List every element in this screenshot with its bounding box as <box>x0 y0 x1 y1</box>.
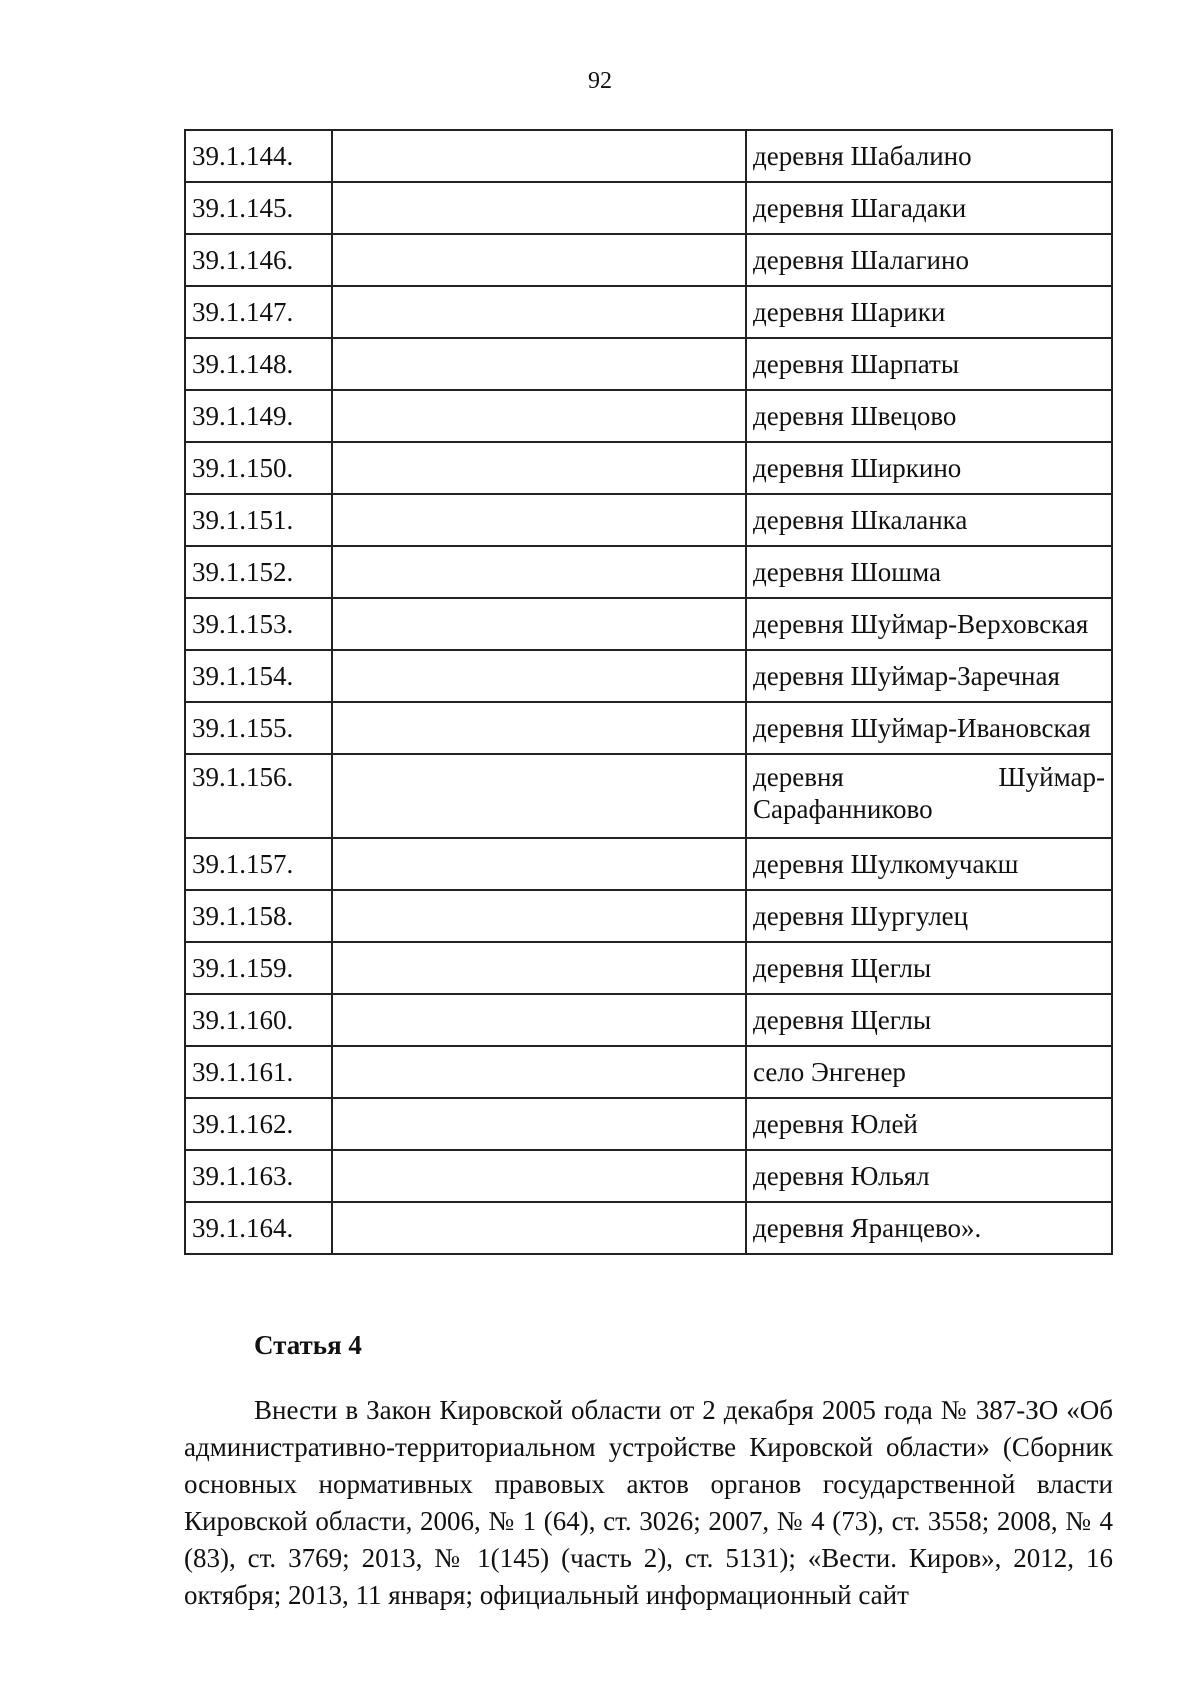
row-code: 39.1.150. <box>185 442 332 494</box>
row-settlement-name: деревня Шарпаты <box>746 338 1112 390</box>
table-row <box>185 754 1112 838</box>
row-settlement-name: деревня Юлей <box>746 1098 1112 1150</box>
table-row <box>185 494 1112 546</box>
table-row <box>185 234 1112 286</box>
row-code: 39.1.161. <box>185 1046 332 1098</box>
table-row <box>185 390 1112 442</box>
row-empty-cell <box>332 1202 746 1254</box>
row-settlement-name: деревня Шуймар-Сарафанниково <box>746 754 1112 838</box>
table-row <box>185 286 1112 338</box>
table-row <box>185 598 1112 650</box>
row-empty-cell <box>332 338 746 390</box>
row-settlement-name: деревня Шуймар-Верховская <box>746 598 1112 650</box>
table-row <box>185 1098 1112 1150</box>
row-code: 39.1.158. <box>185 890 332 942</box>
settlements-table <box>184 129 1113 1255</box>
table-row <box>185 546 1112 598</box>
row-code: 39.1.155. <box>185 702 332 754</box>
row-settlement-name: село Энгенер <box>746 1046 1112 1098</box>
row-code: 39.1.164. <box>185 1202 332 1254</box>
row-empty-cell <box>332 650 746 702</box>
row-empty-cell <box>332 494 746 546</box>
row-code: 39.1.148. <box>185 338 332 390</box>
row-code: 39.1.147. <box>185 286 332 338</box>
row-empty-cell <box>332 182 746 234</box>
table-row <box>185 890 1112 942</box>
row-code: 39.1.154. <box>185 650 332 702</box>
article-text: Внести в Закон Кировской области от 2 декабря 2005 года № 387-ЗО «Об административно-территориальном устройстве Кировской области» (Сборник основных нормативных правовых актов органов государственной власти Кировской области, 2006, № 1 (64), ст. 3026; 2007, № 4 (73), ст. 3558; 2008, № 4 (83), ст. 3769; 2013, № 1(145) (часть 2), ст. 5131); «Вести. Киров», 2012, 16 октября; 2013, 11 января; официальный информационный сайт <box>184 1395 1113 1610</box>
table-row <box>185 702 1112 754</box>
row-empty-cell <box>332 1150 746 1202</box>
row-code: 39.1.156. <box>185 754 332 838</box>
row-empty-cell <box>332 1098 746 1150</box>
row-settlement-name: деревня Шуймар-Заречная <box>746 650 1112 702</box>
row-empty-cell <box>332 702 746 754</box>
row-code: 39.1.153. <box>185 598 332 650</box>
table-row <box>185 1046 1112 1098</box>
table-row <box>185 838 1112 890</box>
row-empty-cell <box>332 598 746 650</box>
row-empty-cell <box>332 754 746 838</box>
row-settlement-name: деревня Шулкомучакш <box>746 838 1112 890</box>
table-row <box>185 1202 1112 1254</box>
table-row <box>185 182 1112 234</box>
table-row <box>185 942 1112 994</box>
table-row <box>185 338 1112 390</box>
row-empty-cell <box>332 546 746 598</box>
row-code: 39.1.152. <box>185 546 332 598</box>
row-settlement-name: деревня Шургулец <box>746 890 1112 942</box>
row-code: 39.1.151. <box>185 494 332 546</box>
row-code: 39.1.145. <box>185 182 332 234</box>
row-settlement-name: деревня Шарики <box>746 286 1112 338</box>
row-empty-cell <box>332 442 746 494</box>
row-code: 39.1.160. <box>185 994 332 1046</box>
row-settlement-name: деревня Шагадаки <box>746 182 1112 234</box>
table-row <box>185 994 1112 1046</box>
table-row <box>185 130 1112 182</box>
row-settlement-name: деревня Щеглы <box>746 994 1112 1046</box>
article-heading: Статья 4 <box>254 1330 362 1360</box>
row-settlement-name: деревня Шкаланка <box>746 494 1112 546</box>
row-settlement-name: деревня Швецово <box>746 390 1112 442</box>
row-code: 39.1.159. <box>185 942 332 994</box>
row-empty-cell <box>332 890 746 942</box>
row-code: 39.1.149. <box>185 390 332 442</box>
row-settlement-name: деревня Яранцево». <box>746 1202 1112 1254</box>
row-settlement-name: деревня Шалагино <box>746 234 1112 286</box>
table-row <box>185 442 1112 494</box>
table-row <box>185 650 1112 702</box>
row-settlement-name: деревня Ширкино <box>746 442 1112 494</box>
row-code: 39.1.157. <box>185 838 332 890</box>
page-number: 92 <box>588 68 612 94</box>
row-settlement-name: деревня Щеглы <box>746 942 1112 994</box>
row-settlement-name: деревня Шошма <box>746 546 1112 598</box>
row-empty-cell <box>332 942 746 994</box>
row-empty-cell <box>332 130 746 182</box>
row-empty-cell <box>332 994 746 1046</box>
row-settlement-name: деревня Шабалино <box>746 130 1112 182</box>
table-body <box>185 130 1112 1254</box>
row-settlement-name: деревня Юльял <box>746 1150 1112 1202</box>
row-empty-cell <box>332 390 746 442</box>
row-empty-cell <box>332 838 746 890</box>
row-empty-cell <box>332 1046 746 1098</box>
table-row <box>185 1150 1112 1202</box>
row-code: 39.1.144. <box>185 130 332 182</box>
row-empty-cell <box>332 286 746 338</box>
row-settlement-name: деревня Шуймар-Ивановская <box>746 702 1112 754</box>
row-code: 39.1.146. <box>185 234 332 286</box>
row-code: 39.1.163. <box>185 1150 332 1202</box>
row-empty-cell <box>332 234 746 286</box>
row-code: 39.1.162. <box>185 1098 332 1150</box>
